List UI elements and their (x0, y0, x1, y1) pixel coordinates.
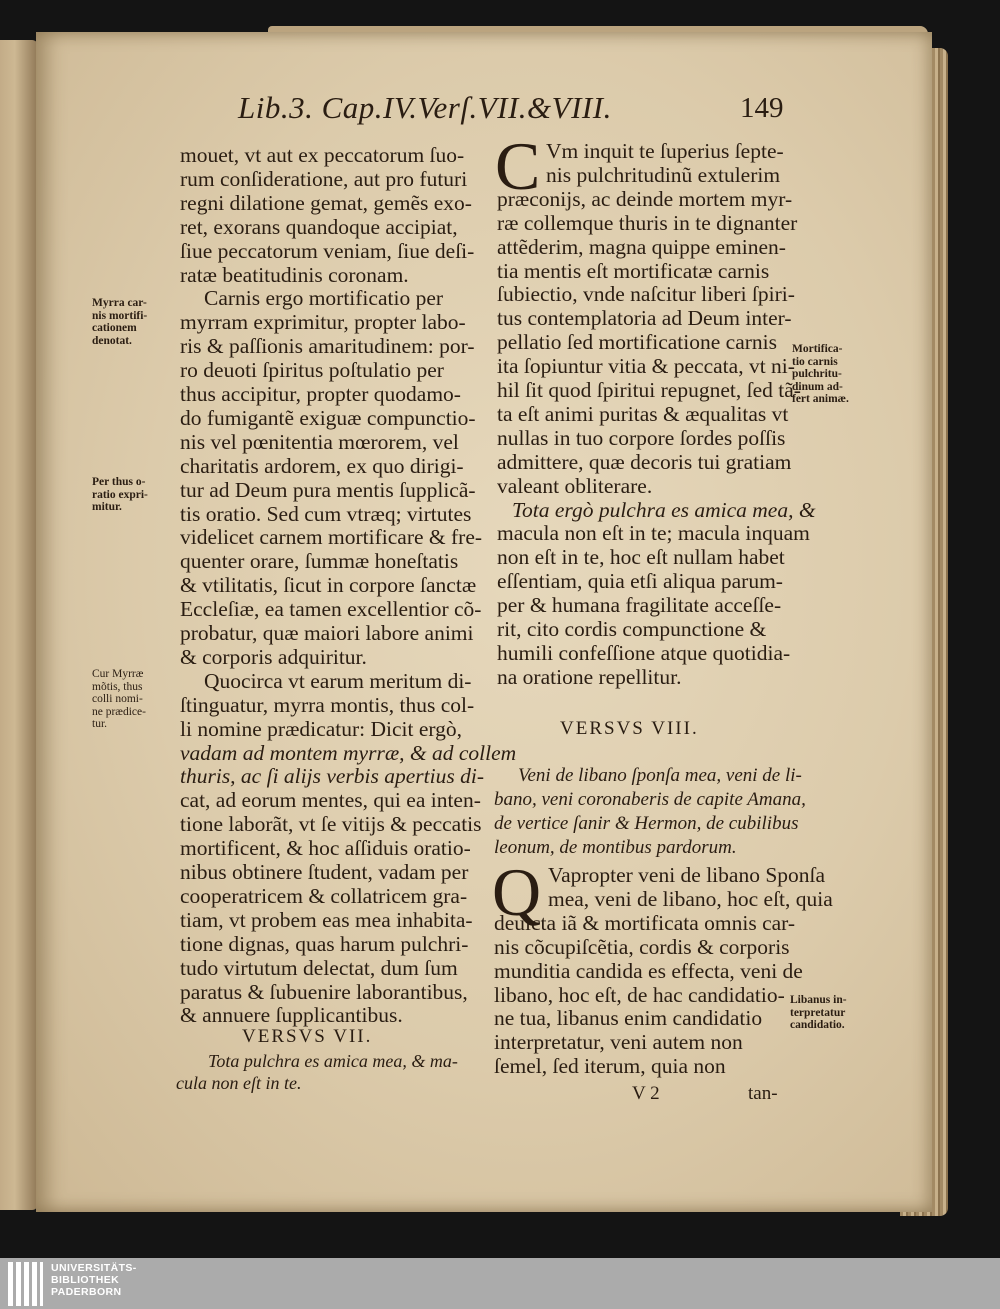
right-verse-line: Veni de libano ſponſa mea, veni de li- (518, 765, 802, 786)
right-text-line: mea, veni de libano, hoc eſt, quia (548, 886, 833, 911)
right-text-line: macula non eſt in te; macula inquam (497, 521, 810, 546)
running-title: Lib.3. Cap.IV.Verſ.VII.&VIII. (238, 90, 612, 125)
left-text-line: tiam, vt probem eas mea inhabita- (180, 907, 473, 932)
right-text-line: hil ſit quod ſpiritui repugnet, ſed tã- (497, 378, 801, 402)
left-text-line: ret, exorans quandoque accipiat, (180, 214, 458, 239)
left-text-line: charitatis ardorem, ex quo dirigi- (180, 453, 464, 478)
margin-note-line: Cur Myrræ (92, 668, 144, 680)
left-text-line: ris & paſſionis amaritudinem: por- (180, 334, 475, 359)
logo-line-3: PADERBORN (51, 1286, 122, 1298)
right-verse-line: leonum, de montibus pardorum. (494, 837, 737, 858)
margin-note-line: candidatio. (790, 1019, 845, 1031)
left-text-line: vadam ad montem myrræ, & ad collem (180, 740, 517, 765)
left-text-line: cat, ad eorum mentes, qui ea inten- (180, 788, 481, 813)
right-verse-line: bano, veni coronaberis de capite Amana, (494, 789, 806, 810)
book-page (36, 32, 932, 1212)
dropcap-c: C (495, 128, 541, 204)
margin-note-libanus (790, 994, 847, 1032)
left-text-line: & vtilitatis, ſicut in corpore ſanctæ (180, 573, 477, 598)
margin-note-line: Mortifica- (792, 343, 843, 355)
margin-note-line: colli nomi- (92, 693, 143, 705)
margin-note-line: terpretatur (790, 1006, 846, 1019)
right-text-line: nis pulchritudinũ extulerim (546, 162, 781, 187)
left-text-line: tione laborãt, vt ſe vitijs & peccatis (180, 812, 482, 837)
left-text-line: tudo virtutum delectat, dum ſum (180, 955, 458, 980)
right-text-line: eſſentiam, quia etſi aliqua parum- (497, 569, 783, 594)
left-text-line: tione dignas, quas harum pulchri- (180, 931, 469, 956)
left-text-line: Carnis ergo mortificatio per (204, 286, 444, 311)
left-text-line: paratus & ſubuenire laborantibus, (180, 979, 468, 1004)
right-text-line: attẽderim, magna quippe eminen- (497, 234, 786, 259)
left-text-line: mortificent, & hoc aſſiduis oratio- (180, 836, 471, 861)
right-text-line: deuicta iã & mortificata omnis car- (494, 910, 796, 935)
right-text-line: valeant obliterare. (497, 473, 653, 498)
right-text-line: nullas in tuo corpore ſordes poſſis (497, 425, 786, 450)
right-text-line: Vapropter veni de libano Sponſa (548, 863, 826, 887)
left-text-line: nis vel pœnitentia mœrorem, vel (180, 429, 459, 454)
left-text-line: nibus obtinere ſtudent, vadam per (180, 860, 469, 884)
right-verse-heading: VERSVS VIII. (560, 718, 699, 739)
right-text-line: ita ſopiuntur vitia & peccata, vt ni- (497, 354, 795, 379)
right-text-line: nis cõcupiſcẽtia, cordis & corporis (494, 934, 790, 959)
left-text-line: li nomine prædicatur: Dicit ergò, (180, 716, 463, 741)
left-text-line: tis oratio. Sed cum vtræq; virtutes (180, 501, 472, 526)
left-text-line: mouet, vt aut ex peccatorum ſuo- (180, 143, 465, 167)
margin-note-myrra (92, 297, 147, 347)
catchword: tan- (748, 1083, 778, 1104)
left-text-line: quenter orare, ſummæ honeſtatis (180, 549, 459, 574)
right-text-line: humili confeſſione atque quotidia- (497, 640, 791, 665)
logo-line-1: UNIVERSITÄTS- (51, 1262, 137, 1274)
left-text-line: cooperatricem & collatricem gra- (180, 883, 468, 908)
margin-note-line: mitur. (92, 501, 122, 513)
margin-note-mortificatio (792, 343, 849, 406)
margin-note-line: mõtis, thus (92, 680, 143, 693)
left-text-line: ſtinguatur, myrra montis, thus col- (180, 692, 475, 717)
margin-note-cur-myrrae (92, 668, 146, 731)
margin-note-line: ne prædice- (92, 705, 146, 718)
right-text-line: ſemel, ſed iterum, quia non (494, 1054, 726, 1079)
margin-note-line: fert animæ. (792, 393, 849, 405)
left-text-line: ratæ beatitudinis coronam. (180, 262, 409, 287)
right-text-line: Vm inquit te ſuperius ſepte- (546, 139, 784, 163)
right-text-line: tia mentis eſt mortificatæ carnis (497, 258, 770, 283)
left-verse-line: cula non eſt in te. (176, 1073, 302, 1093)
logo-line-2: BIBLIOTHEK (51, 1274, 120, 1286)
left-text-line: Quocirca vt earum meritum di- (204, 668, 472, 693)
right-text-line: ræ collemque thuris in te dignanter (497, 210, 798, 235)
left-text-line: tur ad Deum pura mentis ſupplicã- (180, 477, 476, 502)
margin-note-line: pulchritu- (792, 368, 842, 380)
margin-note-line: Myrra car- (92, 297, 147, 309)
left-text-line: rum conſideratione, aut pro futuri (180, 166, 468, 191)
margin-note-line: Per thus o- (92, 476, 146, 488)
right-text-line: per & humana fragilitate acceſſe- (497, 593, 782, 618)
left-text-line: ro deuoti ſpiritus poſtulatio per (180, 358, 444, 383)
left-text-line: & corporis adquiritur. (180, 644, 367, 669)
left-text-line: videlicet carnem mortificare & fre- (180, 525, 483, 550)
right-text-line: admittere, quæ decoris tui gratiam (497, 449, 792, 474)
right-verse-line: de vertice ſanir & Hermon, de cubilibus (494, 813, 799, 834)
right-text-line: ta eſt animi puritas & æqualitas vt (497, 401, 789, 426)
right-text-line: munditia candida es effecta, veni de (494, 958, 803, 983)
left-verse-heading: VERSVS VII. (242, 1026, 373, 1047)
margin-note-line: Libanus in- (790, 994, 847, 1006)
margin-note-line: nis mortifi- (92, 309, 148, 322)
margin-note-line: dinum ad- (792, 380, 843, 393)
left-text-line: regni dilatione gemat, gemẽs exo- (180, 190, 472, 215)
right-text-line: libano, hoc eſt, de hac candidatio- (494, 982, 785, 1007)
facing-page-edge (0, 40, 38, 1210)
page-number: 149 (740, 92, 784, 124)
left-text-line: myrram exprimitur, propter labo- (180, 310, 466, 335)
right-text-line: interpretatur, veni autem non (494, 1030, 743, 1055)
right-text-line: tus contemplatoria ad Deum inter- (497, 306, 792, 331)
dropcap-q: Q (492, 854, 542, 930)
left-verse-line: Tota pulchra es amica mea, & ma- (208, 1051, 458, 1071)
right-text-line: non eſt in te, hoc eſt nullam habet (497, 545, 785, 570)
library-footer (0, 1258, 1000, 1309)
margin-note-line: ratio expri- (92, 488, 148, 501)
right-text-line: na oratione repellitur. (497, 664, 682, 689)
margin-note-thus (92, 476, 148, 514)
left-text-line: do fumigantẽ exiguæ compunctio- (180, 405, 476, 430)
margin-note-line: tio carnis (792, 355, 838, 368)
library-logo-icon (8, 1262, 44, 1306)
right-text-line: pellatio ſed mortificatione carnis (497, 330, 777, 355)
right-text-line: præconijs, ac deinde mortem myr- (497, 186, 793, 211)
left-text-line: ſiue peccatorum veniam, ſiue deſi- (180, 238, 475, 263)
right-text-line: rit, cito cordis compunctione & (497, 617, 767, 641)
left-text-line: & annuere ſupplicantibus. (180, 1003, 403, 1028)
left-text-line: thus accipitur, propter quodamo- (180, 382, 461, 406)
right-text-line: ſubiectio, vnde naſcitur liberi ſpiri- (497, 282, 795, 307)
margin-note-line: denotat. (92, 334, 132, 347)
signature-mark: V 2 (632, 1083, 660, 1104)
right-text-line: Tota ergò pulchra es amica mea, & (512, 497, 816, 522)
margin-note-line: cationem (92, 322, 137, 334)
left-text-line: probatur, quæ maiori labore animi (180, 621, 474, 645)
left-text-line: Eccleſiæ, ea tamen excellentior cõ- (180, 597, 482, 622)
right-text-line: ne tua, libanus enim candidatio (494, 1006, 763, 1031)
left-text-line: thuris, ac ſi alijs verbis apertius di- (180, 764, 484, 789)
margin-note-line: tur. (92, 718, 108, 730)
